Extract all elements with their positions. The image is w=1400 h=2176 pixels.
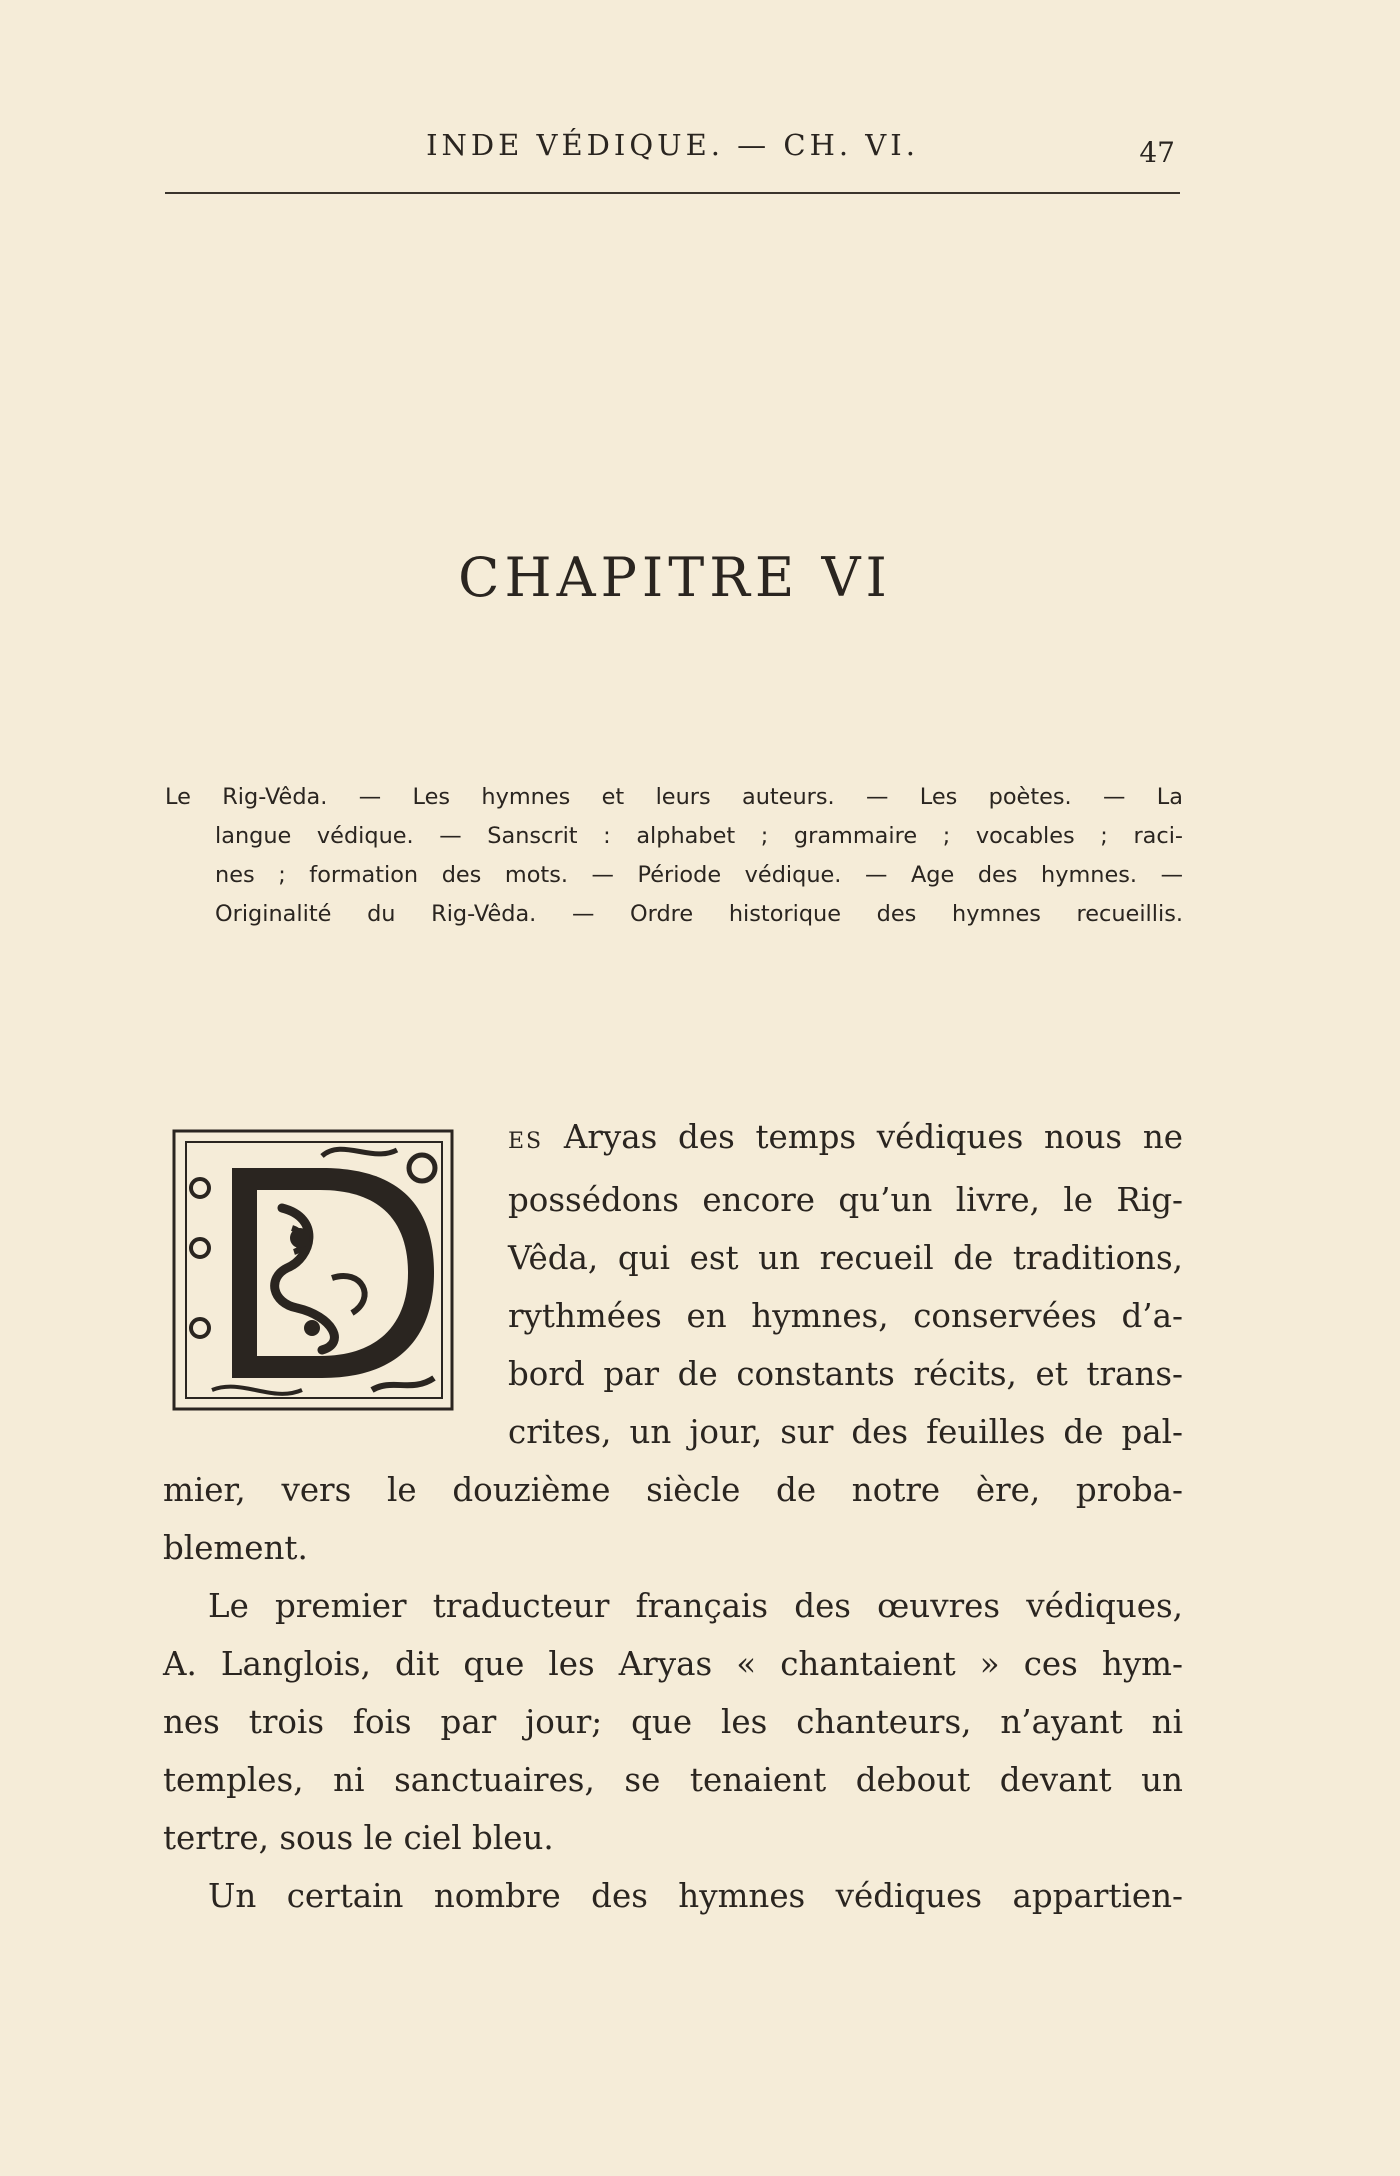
drop-cap-continuation: ES	[508, 1129, 544, 1154]
summary-line: langue védique. — Sanscrit : alphabet ; grammaire ; vocables ; raci-	[215, 823, 1183, 849]
paragraph-line: tertre, sous le ciel bleu.	[163, 1819, 554, 1857]
chapter-summary	[165, 778, 1183, 934]
running-header	[165, 122, 1180, 194]
summary-line: Le Rig-Vêda. — Les hymnes et leurs auteurs. — Les poètes. — La	[165, 784, 1183, 810]
paragraph-line: mier, vers le douzième siècle de notre ère, proba-	[163, 1471, 1183, 1509]
summary-line: Originalité du Rig-Vêda. — Ordre historique des hymnes recueillis.	[215, 901, 1183, 927]
paragraph-line: bord par de constants récits, et trans-	[508, 1355, 1183, 1393]
paragraph-line: blement.	[163, 1529, 308, 1567]
paragraph-line: rythmées en hymnes, conservées d’a-	[508, 1297, 1183, 1335]
paragraph-line: Un certain nombre des hymnes védiques appartien-	[208, 1877, 1183, 1915]
running-title: INDE VÉDIQUE. — CH. VI.	[426, 128, 919, 162]
paragraph-line: Vêda, qui est un recueil de traditions,	[508, 1239, 1183, 1277]
summary-line: nes ; formation des mots. — Période védique. — Age des hymnes. —	[215, 862, 1183, 888]
paragraph-line: possédons encore qu’un livre, le Rig-	[508, 1181, 1183, 1219]
paragraph-line: crites, un jour, sur des feuilles de pal-	[508, 1413, 1183, 1451]
page-number: 47	[1139, 136, 1175, 169]
paragraph-line: temples, ni sanctuaires, se tenaient debout devant un	[163, 1761, 1183, 1799]
paragraph-line: Le premier traducteur français des œuvres védiques,	[208, 1587, 1183, 1625]
paragraph-line: A. Langlois, dit que les Aryas « chantaient » ces hym-	[163, 1645, 1183, 1683]
body-text	[163, 1108, 1183, 1925]
paragraph-line: nes trois fois par jour; que les chanteurs, n’ayant ni	[163, 1703, 1183, 1741]
paragraph-line: ES Aryas des temps védiques nous ne	[508, 1118, 1183, 1156]
chapter-title: CHAPITRE VI	[458, 546, 892, 609]
